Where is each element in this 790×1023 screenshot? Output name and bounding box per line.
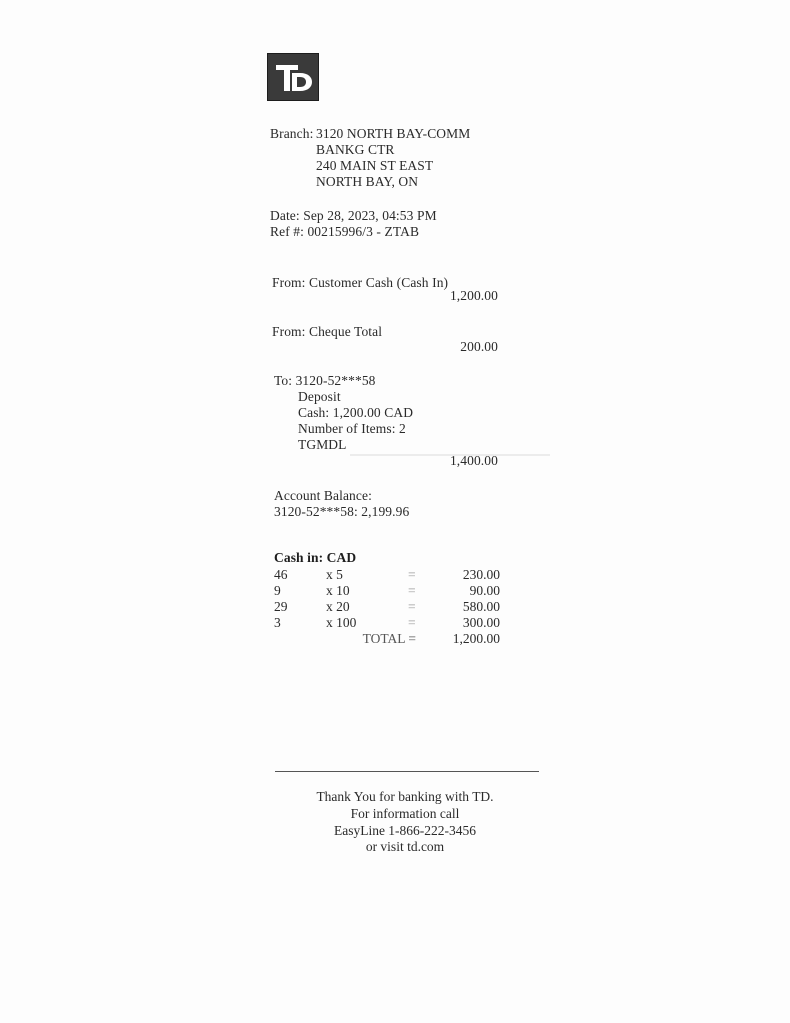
from-cheque-label: From: Cheque Total <box>272 324 383 339</box>
to-account-label: To: 3120-52***58 <box>274 373 376 388</box>
cash-count-3: 29 <box>274 599 288 614</box>
cash-denom-2: x 10 <box>326 583 350 598</box>
branch-line-4: NORTH BAY, ON <box>316 174 419 189</box>
cash-eq-4: = <box>408 615 416 630</box>
cash-count-1: 46 <box>274 567 288 582</box>
branch-label: Branch: <box>270 126 314 141</box>
branch-line-3: 240 MAIN ST EAST <box>316 158 434 173</box>
cash-denom-1: x 5 <box>326 567 343 582</box>
footer-line-4: or visit td.com <box>365 839 445 855</box>
from-cash-label: From: Customer Cash (Cash In) <box>272 275 449 290</box>
branch-line-1: 3120 NORTH BAY-COMM <box>316 126 471 141</box>
td-logo <box>267 53 319 101</box>
cash-total-amount: 1,200.00 <box>452 631 500 646</box>
cash-eq-3: = <box>408 599 416 614</box>
cash-count-4: 3 <box>274 615 281 630</box>
cash-amount-2: 90.00 <box>469 583 500 598</box>
cash-denom-3: x 20 <box>326 599 350 614</box>
from-cash-amount: 1,200.00 <box>449 288 498 303</box>
cash-denom-4: x 100 <box>326 615 357 630</box>
account-balance-value: 3120-52***58: 2,199.96 <box>274 504 410 519</box>
to-line-deposit: Deposit <box>298 389 341 404</box>
cash-count-2: 9 <box>274 583 281 598</box>
from-cheque-amount: 200.00 <box>460 339 498 354</box>
cash-eq-1: = <box>408 567 416 582</box>
cash-total-label: TOTAL = <box>362 631 416 646</box>
td-logo-icon <box>268 54 318 100</box>
to-line-items: Number of Items: 2 <box>298 421 406 436</box>
footer-divider <box>275 771 539 772</box>
cash-amount-3: 580.00 <box>462 599 500 614</box>
branch-line-2: BANKG CTR <box>316 142 395 157</box>
cash-eq-2: = <box>408 583 416 598</box>
ref-line: Ref #: 00215996/3 - ZTAB <box>270 224 420 239</box>
cash-amount-1: 230.00 <box>462 567 500 582</box>
to-amount: 1,400.00 <box>449 453 498 468</box>
to-line-code: TGMDL <box>298 437 347 452</box>
footer-line-1: Thank You for banking with TD. <box>316 789 494 804</box>
to-line-cash: Cash: 1,200.00 CAD <box>298 405 414 420</box>
footer-line-3: EasyLine 1-866-222-3456 <box>333 822 477 838</box>
footer <box>290 789 520 856</box>
cash-amount-4: 300.00 <box>462 615 500 630</box>
footer-line-2: For information call <box>350 805 460 821</box>
date-line: Date: Sep 28, 2023, 04:53 PM <box>270 208 437 223</box>
account-balance-label: Account Balance: <box>274 488 372 503</box>
cash-in-heading: Cash in: CAD <box>274 550 357 565</box>
